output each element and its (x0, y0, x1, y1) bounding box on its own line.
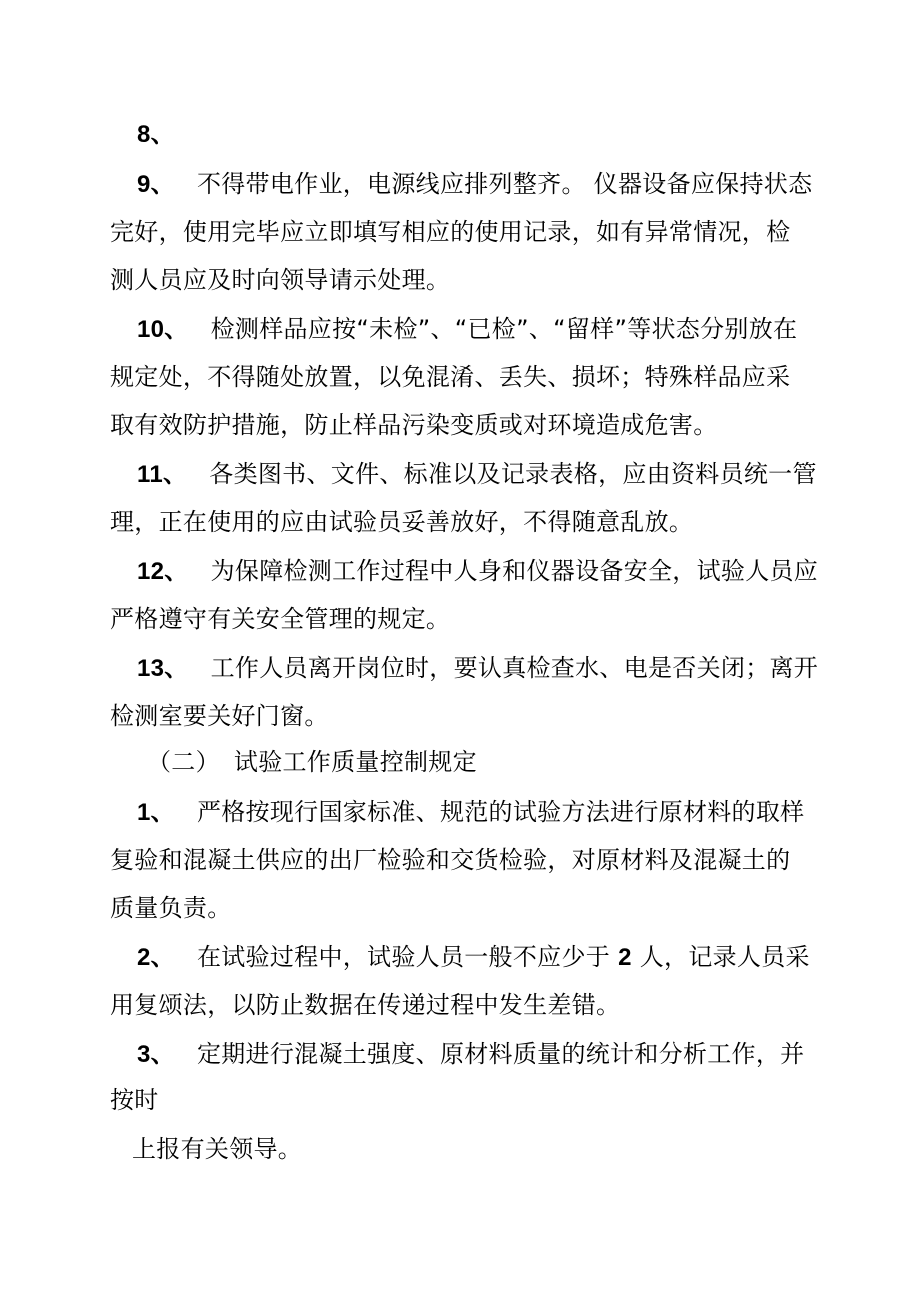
section-item-2-line-2: 用复颂法，以防止数据在传递过程中发生差错。 (110, 991, 621, 1019)
section-heading (147, 746, 477, 778)
trailing-line: 上报有关领导。 (132, 1135, 303, 1163)
item-10-text-1: 检测样品应按“未检”、“已检”、“留样”等状态分别放在 (210, 315, 798, 343)
item-13-line-2: 检测室要关好门窗。 (110, 702, 329, 730)
section-item-1-line-3: 质量负责。 (110, 894, 232, 922)
item-8-line (137, 118, 175, 151)
item-11-text-1: 各类图书、文件、标准以及记录表格，应由资料员统一管 (209, 460, 817, 488)
section-number: （二） (147, 748, 220, 776)
item-9-line-2: 完好，使用完毕应立即填写相应的使用记录，如有异常情况，检 (110, 218, 791, 246)
item-10-line-3: 取有效防护措施，防止样品污染变质或对环境造成危害。 (110, 411, 718, 439)
item-10-line-1 (137, 313, 797, 346)
section-item-2-text-1a: 在试验过程中，试验人员一般不应少于 (196, 943, 611, 971)
section-item-3-line-1 (137, 1038, 804, 1071)
item-8-number: 8、 (137, 121, 175, 148)
section-item-2-line-1 (137, 941, 810, 974)
item-12-text-1: 为保障检测工作过程中人身和仪器设备安全，试验人员应 (210, 557, 819, 585)
item-9-line-3: 测人员应及时向领导请示处理。 (110, 266, 451, 294)
section-item-3-text-1: 定期进行混凝土强度、原材料质量的统计和分析工作，并 (196, 1040, 805, 1068)
item-12-number: 12、 (137, 558, 189, 585)
item-12-line-2: 严格遵守有关安全管理的规定。 (110, 605, 451, 633)
item-9-line-1 (137, 168, 812, 201)
item-11-line-1 (137, 458, 817, 491)
item-13-line-1 (137, 652, 818, 685)
section-item-3-line-2: 按时 (110, 1086, 159, 1114)
section-item-1-text-1: 严格按现行国家标准、规范的试验方法进行原材料的取样 (196, 798, 805, 826)
section-item-1-line-1 (137, 796, 804, 829)
item-11-number: 11、 (137, 461, 188, 488)
item-13-text-1: 工作人员离开岗位时，要认真检查水、电是否关闭；离开 (210, 654, 819, 682)
section-item-2-text-1b: 人，记录人员采 (639, 943, 810, 971)
item-11-line-2: 理，正在使用的应由试验员妥善放好，不得随意乱放。 (110, 508, 694, 536)
section-item-3-number: 3、 (137, 1041, 175, 1068)
section-title: 试验工作质量控制规定 (233, 748, 477, 776)
item-12-line-1 (137, 555, 818, 588)
item-10-number: 10、 (137, 316, 189, 343)
item-9-text-1: 不得带电作业，电源线应排列整齐。 仪器设备应保持状态 (196, 170, 813, 198)
item-13-number: 13、 (137, 655, 189, 682)
item-9-number: 9、 (137, 171, 175, 198)
section-item-1-line-2: 复验和混凝土供应的出厂检验和交货检验，对原材料及混凝土的 (110, 846, 791, 874)
item-10-line-2: 规定处，不得随处放置，以免混淆、丢失、损坏；特殊样品应采 (110, 363, 791, 391)
section-item-2-count: 2 (618, 944, 632, 971)
section-item-1-number: 1、 (137, 799, 175, 826)
section-item-2-number: 2、 (137, 944, 175, 971)
